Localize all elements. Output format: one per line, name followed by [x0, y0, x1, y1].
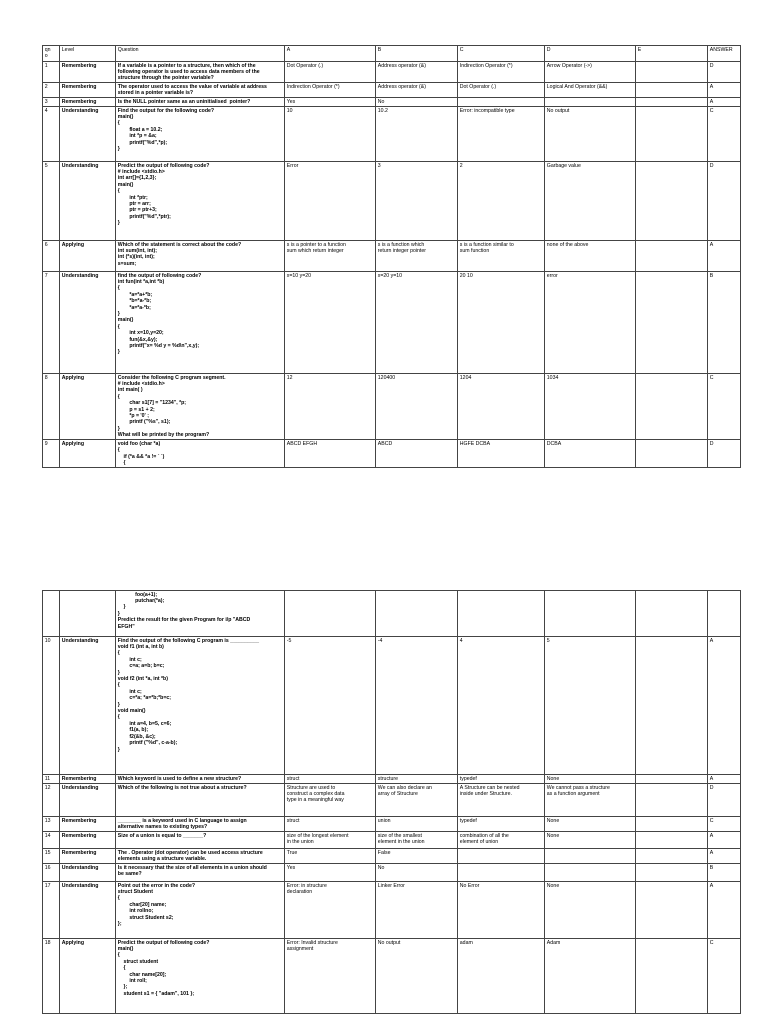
cell-qno: 10 [43, 637, 60, 775]
cell-qno: 3 [43, 98, 60, 107]
question-row [43, 241, 741, 272]
cell-question: Is it necessary that the size of all elements in a union should be same? [116, 864, 285, 882]
cell-qno: 12 [43, 784, 60, 817]
cell-level: Remembering [60, 83, 116, 98]
cell-qno: 18 [43, 939, 60, 1014]
cell-qno: 7 [43, 272, 60, 374]
cell-option-a: 10 [285, 107, 376, 162]
cell-option-e [636, 98, 708, 107]
cell-option-e [636, 784, 708, 817]
cell-question: find the output of following code? int fun(int *a,int *b) { *a=*a+*b; *b=*a-*b; *a=*a-*b; } main() { int x=10,y=20; fun(&x,&y); printf("x= %d y = %d\n",x,y); } [116, 272, 285, 374]
cell-option-a: Structure are used to construct a complex data type in a meaningful way [285, 784, 376, 817]
cell-option-c: adam [458, 939, 545, 1014]
cell-question: The . Operator (dot operator) can be used access structure elements using a structure variable. [116, 849, 285, 864]
cell-question: Find the output for the following code? main() { float a = 10.2; int *p = &a; printf("%d",*p); } [116, 107, 285, 162]
cell-option-d: None [545, 817, 636, 832]
cell-option-e [636, 374, 708, 440]
cell-option-c [458, 98, 545, 107]
cell-level: Remembering [60, 849, 116, 864]
question-row [43, 107, 741, 162]
cell-option-c: s is a function similar to sum function [458, 241, 545, 272]
cell-qno [43, 591, 60, 637]
header-answer: ANSWER [708, 46, 741, 62]
cell-answer: A [708, 241, 741, 272]
cell-option-d: None [545, 832, 636, 849]
cell-option-e [636, 939, 708, 1014]
question-table-page-2 [42, 590, 741, 1014]
cell-option-b [376, 591, 458, 637]
cell-level: Applying [60, 241, 116, 272]
cell-option-e [636, 832, 708, 849]
cell-question: void foo (char *a) { if (*a && *a != ` `) { [116, 440, 285, 468]
cell-option-e [636, 162, 708, 241]
cell-option-e [636, 272, 708, 374]
question-row [43, 637, 741, 775]
cell-option-c: typedef [458, 775, 545, 784]
cell-answer: A [708, 882, 741, 939]
cell-answer: C [708, 939, 741, 1014]
cell-option-b: 120400 [376, 374, 458, 440]
cell-option-b: structure [376, 775, 458, 784]
cell-option-e [636, 637, 708, 775]
cell-option-d [545, 849, 636, 864]
cell-level: Understanding [60, 272, 116, 374]
cell-option-d: Logical And Operator (&&) [545, 83, 636, 98]
cell-qno: 9 [43, 440, 60, 468]
cell-option-c: Indirection Operator (*) [458, 62, 545, 83]
cell-question: foo(a+1); putchar(*a); } } Predict the result for the given Program for i/p "ABCD EFGH" [116, 591, 285, 637]
cell-option-d [545, 98, 636, 107]
cell-answer: A [708, 775, 741, 784]
cell-answer: D [708, 784, 741, 817]
cell-level: Remembering [60, 832, 116, 849]
cell-question: The operator used to access the value of variable at address stored in a pointer variable is? [116, 83, 285, 98]
question-row [43, 775, 741, 784]
question-row [43, 98, 741, 107]
cell-answer: D [708, 162, 741, 241]
cell-question: Which keyword is used to define a new structure? [116, 775, 285, 784]
cell-option-a: struct [285, 817, 376, 832]
cell-option-c [458, 591, 545, 637]
cell-question: ________ is a keyword used in C language to assign alternative names to existing types? [116, 817, 285, 832]
question-row [43, 784, 741, 817]
cell-option-a: Yes [285, 98, 376, 107]
header-level: Level [60, 46, 116, 62]
cell-option-a: True [285, 849, 376, 864]
cell-answer: B [708, 864, 741, 882]
cell-option-d: None [545, 882, 636, 939]
cell-answer: D [708, 440, 741, 468]
question-row [43, 817, 741, 832]
cell-option-d: error [545, 272, 636, 374]
cell-answer: C [708, 817, 741, 832]
cell-answer: C [708, 374, 741, 440]
cell-option-c: 20 10 [458, 272, 545, 374]
cell-option-d: None [545, 775, 636, 784]
header-e: E [636, 46, 708, 62]
cell-option-b: 3 [376, 162, 458, 241]
question-table-page-1 [42, 45, 741, 468]
cell-option-b: No [376, 98, 458, 107]
cell-level: Understanding [60, 107, 116, 162]
cell-option-d: Garbage value [545, 162, 636, 241]
cell-option-e [636, 440, 708, 468]
question-table-body-page-2 [43, 591, 741, 1014]
cell-option-a: x=10 y=20 [285, 272, 376, 374]
cell-option-d: Arrow Operator (->) [545, 62, 636, 83]
cell-level: Applying [60, 374, 116, 440]
cell-option-e [636, 107, 708, 162]
question-table-body-page-1 [43, 46, 741, 468]
cell-option-a: -5 [285, 637, 376, 775]
cell-option-a: Indirection Operator (*) [285, 83, 376, 98]
cell-answer [708, 591, 741, 637]
cell-option-e [636, 882, 708, 939]
header-question: Question [116, 46, 285, 62]
cell-option-c: 4 [458, 637, 545, 775]
cell-option-c: No Error [458, 882, 545, 939]
cell-option-a: Yes [285, 864, 376, 882]
header-a: A [285, 46, 376, 62]
cell-answer: A [708, 832, 741, 849]
cell-option-a [285, 591, 376, 637]
cell-option-a: 12 [285, 374, 376, 440]
cell-option-a: Dot Operator (.) [285, 62, 376, 83]
cell-level: Applying [60, 939, 116, 1014]
cell-level: Remembering [60, 98, 116, 107]
question-row [43, 272, 741, 374]
cell-option-a: struct [285, 775, 376, 784]
cell-option-c: 1204 [458, 374, 545, 440]
cell-level: Remembering [60, 775, 116, 784]
cell-question: Is the NULL pointer same as an uninitialised pointer? [116, 98, 285, 107]
question-row [43, 849, 741, 864]
cell-option-e [636, 864, 708, 882]
cell-option-e [636, 62, 708, 83]
question-row [43, 939, 741, 1014]
cell-option-c [458, 849, 545, 864]
cell-answer: D [708, 62, 741, 83]
cell-option-c: typedef [458, 817, 545, 832]
cell-qno: 15 [43, 849, 60, 864]
question-row [43, 882, 741, 939]
cell-option-c [458, 864, 545, 882]
cell-question: If a variable is a pointer to a structure, then which of the following operator is used to access data members of the structure through the pointer variable? [116, 62, 285, 83]
cell-answer: A [708, 98, 741, 107]
cell-qno: 14 [43, 832, 60, 849]
cell-level: Understanding [60, 864, 116, 882]
cell-qno: 8 [43, 374, 60, 440]
cell-option-b: 10.2 [376, 107, 458, 162]
cell-option-e [636, 849, 708, 864]
cell-option-a: s is a pointer to a function sum which return integer [285, 241, 376, 272]
question-row [43, 83, 741, 98]
question-row [43, 62, 741, 83]
cell-answer: A [708, 83, 741, 98]
cell-qno: 2 [43, 83, 60, 98]
cell-option-a: ABCD EFGH [285, 440, 376, 468]
cell-option-c: Error: incompatible type [458, 107, 545, 162]
cell-option-d [545, 591, 636, 637]
cell-option-b: Address operator (&) [376, 62, 458, 83]
cell-question: Which of the statement is correct about the code? int sum(int, int); int (*s)(int, int); s=sum; [116, 241, 285, 272]
cell-option-c: Dot Operator (.) [458, 83, 545, 98]
cell-option-b: s is a function which return integer pointer [376, 241, 458, 272]
cell-option-e [636, 83, 708, 98]
header-c: C [458, 46, 545, 62]
cell-qno: 11 [43, 775, 60, 784]
cell-option-e [636, 241, 708, 272]
cell-qno: 16 [43, 864, 60, 882]
cell-level: Understanding [60, 637, 116, 775]
cell-qno: 13 [43, 817, 60, 832]
cell-option-c: HGFE DCBA [458, 440, 545, 468]
cell-option-b: Address operator (&) [376, 83, 458, 98]
cell-option-b: size of the smallest element in the union [376, 832, 458, 849]
cell-qno: 17 [43, 882, 60, 939]
cell-qno: 5 [43, 162, 60, 241]
cell-question: Predict the output of following code? main() { struct student { char name[20]; int roll; }; student s1 = { "adam", 101 }; [116, 939, 285, 1014]
cell-qno: 6 [43, 241, 60, 272]
cell-question: Point out the error in the code? struct Student { char[20] name; int rollno; struct Student s2; }; [116, 882, 285, 939]
cell-option-e [636, 817, 708, 832]
cell-qno: 1 [43, 62, 60, 83]
cell-level: Understanding [60, 162, 116, 241]
cell-option-d [545, 864, 636, 882]
question-row [43, 832, 741, 849]
cell-option-c: combination of all the element of union [458, 832, 545, 849]
header-d: D [545, 46, 636, 62]
cell-option-a: Error: Invalid structure assignment [285, 939, 376, 1014]
cell-answer: A [708, 849, 741, 864]
header-row [43, 46, 741, 62]
cell-question: Predict the output of following code? # include <stdio.h> int arr[]={1,2,3}; main() { int *ptr; ptr = arr; ptr = ptr+3; printf("%d",*ptr); } [116, 162, 285, 241]
cell-level: Understanding [60, 784, 116, 817]
cell-option-d: No output [545, 107, 636, 162]
cell-option-d: 1034 [545, 374, 636, 440]
cell-answer: C [708, 107, 741, 162]
cell-option-d: DCBA [545, 440, 636, 468]
header-b: B [376, 46, 458, 62]
cell-option-c: 2 [458, 162, 545, 241]
cell-option-b: Linker Error [376, 882, 458, 939]
question-row [43, 591, 741, 637]
cell-level [60, 591, 116, 637]
cell-option-b: No [376, 864, 458, 882]
cell-option-e [636, 591, 708, 637]
question-row [43, 864, 741, 882]
cell-qno: 4 [43, 107, 60, 162]
cell-level: Applying [60, 440, 116, 468]
cell-option-d: none of the above [545, 241, 636, 272]
question-row [43, 440, 741, 468]
question-row [43, 374, 741, 440]
cell-question: Consider the following C program segment. # include <stdio.h> int main( ) { char s1[7] = "1234", *p; p = s1 + 2; *p = '0' ; printf ("%s", s1); } What will be printed by the program? [116, 374, 285, 440]
cell-level: Remembering [60, 817, 116, 832]
question-row [43, 162, 741, 241]
cell-option-b: -4 [376, 637, 458, 775]
cell-option-a: Error: in structure declaration [285, 882, 376, 939]
cell-option-a: size of the longest element in the union [285, 832, 376, 849]
cell-option-d: 5 [545, 637, 636, 775]
cell-option-d: Adam [545, 939, 636, 1014]
cell-option-b: We can also declare an array of Structure [376, 784, 458, 817]
cell-option-c: A Structure can be nested inside under Structure. [458, 784, 545, 817]
cell-answer: B [708, 272, 741, 374]
header-qno: qn o [43, 46, 60, 62]
cell-question: Which of the following is not true about a structure? [116, 784, 285, 817]
cell-option-e [636, 775, 708, 784]
cell-answer: A [708, 637, 741, 775]
cell-option-b: No output [376, 939, 458, 1014]
cell-question: Find the output of the following C program is __________ void f1 (int a, int b) { int c; c=a; a=b; b=c; } void f2 (int *a, int *b) { int c; c=*a; *a=*b;*b=c; } void main() { int a=4, b=5, c=6; f1(a, b); f2(&b, &c); printf ("%d", c-a-b); } [116, 637, 285, 775]
cell-option-b: x=20 y=10 [376, 272, 458, 374]
cell-question: Size of a union is equal to _______? [116, 832, 285, 849]
cell-option-b: union [376, 817, 458, 832]
cell-option-b: ABCD [376, 440, 458, 468]
cell-level: Understanding [60, 882, 116, 939]
cell-option-b: False [376, 849, 458, 864]
cell-option-d: We cannot pass a structure as a function argument [545, 784, 636, 817]
cell-option-a: Error [285, 162, 376, 241]
cell-level: Remembering [60, 62, 116, 83]
